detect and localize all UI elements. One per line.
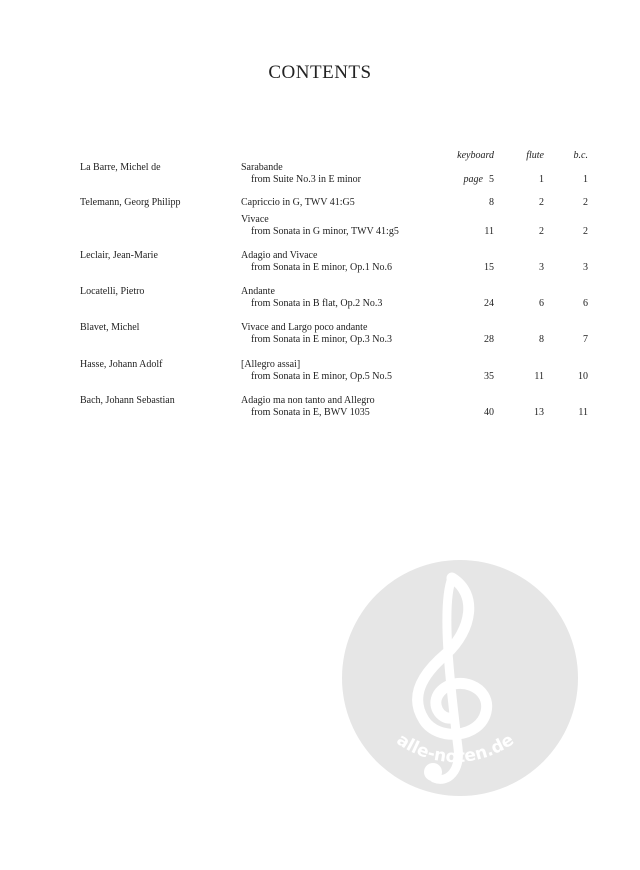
bc-page: 1 (583, 174, 588, 185)
piece-source: from Sonata in E minor, Op.1 No.6 (251, 262, 392, 273)
flute-page: 3 (539, 262, 544, 273)
bc-page: 11 (578, 407, 588, 418)
composer-name: Telemann, Georg Philipp (80, 197, 181, 208)
piece-info (241, 162, 361, 186)
piece-source: from Sonata in B flat, Op.2 No.3 (251, 298, 383, 309)
keyboard-page: 40 (484, 407, 494, 418)
composer-name: Leclair, Jean-Marie (80, 250, 158, 261)
piece-title: Vivace and Largo poco andante (241, 322, 368, 333)
piece-source: from Suite No.3 in E minor (251, 174, 361, 185)
piece-info (241, 197, 355, 209)
flute-page: 2 (539, 226, 544, 237)
flute-page: 6 (539, 298, 544, 309)
flute-page: 2 (539, 197, 544, 208)
piece-title: Adagio ma non tanto and Allegro (241, 395, 375, 406)
flute-page: 1 (539, 174, 544, 185)
piece-info (241, 286, 382, 310)
bc-page: 2 (583, 226, 588, 237)
composer-name: Blavet, Michel (80, 322, 140, 333)
composer-name: La Barre, Michel de (80, 162, 161, 173)
piece-info (241, 395, 375, 419)
watermark-logo (340, 558, 580, 798)
keyboard-page: 28 (484, 334, 494, 345)
piece-info (241, 250, 392, 274)
bc-page: 6 (583, 298, 588, 309)
bc-page: 3 (583, 262, 588, 273)
flute-page: 11 (534, 371, 544, 382)
piece-source: from Sonata in E, BWV 1035 (251, 407, 370, 418)
piece-info (241, 214, 399, 238)
composer-name: Locatelli, Pietro (80, 286, 145, 297)
piece-title: Vivace (241, 214, 269, 225)
piece-info (241, 359, 392, 383)
piece-title: Sarabande (241, 162, 283, 173)
composer-name: Hasse, Johann Adolf (80, 359, 163, 370)
column-header-keyboard: keyboard (457, 150, 494, 161)
piece-title: Andante (241, 286, 275, 297)
composer-name: Bach, Johann Sebastian (80, 395, 175, 406)
piece-info (241, 322, 392, 346)
keyboard-page: page 5 (463, 174, 494, 185)
column-header-flute: flute (526, 150, 544, 161)
keyboard-page: 24 (484, 298, 494, 309)
bc-page: 7 (583, 334, 588, 345)
keyboard-page: 35 (484, 371, 494, 382)
page-label: page (463, 174, 483, 185)
piece-source: from Sonata in E minor, Op.5 No.5 (251, 371, 392, 382)
page-title: CONTENTS (268, 62, 372, 83)
watermark-text: alle-noten.de (392, 729, 518, 768)
flute-page: 8 (539, 334, 544, 345)
piece-source: from Sonata in G minor, TWV 41:g5 (251, 226, 399, 237)
keyboard-page: 11 (484, 226, 494, 237)
piece-title: Adagio and Vivace (241, 250, 318, 261)
piece-title: Capriccio in G, TWV 41:G5 (241, 197, 355, 208)
bc-page: 2 (583, 197, 588, 208)
flute-page: 13 (534, 407, 544, 418)
keyboard-page: 8 (489, 197, 494, 208)
column-header-bc: b.c. (573, 150, 588, 161)
bc-page: 10 (578, 371, 588, 382)
keyboard-page: 15 (484, 262, 494, 273)
piece-title: [Allegro assai] (241, 359, 301, 370)
piece-source: from Sonata in E minor, Op.3 No.3 (251, 334, 392, 345)
